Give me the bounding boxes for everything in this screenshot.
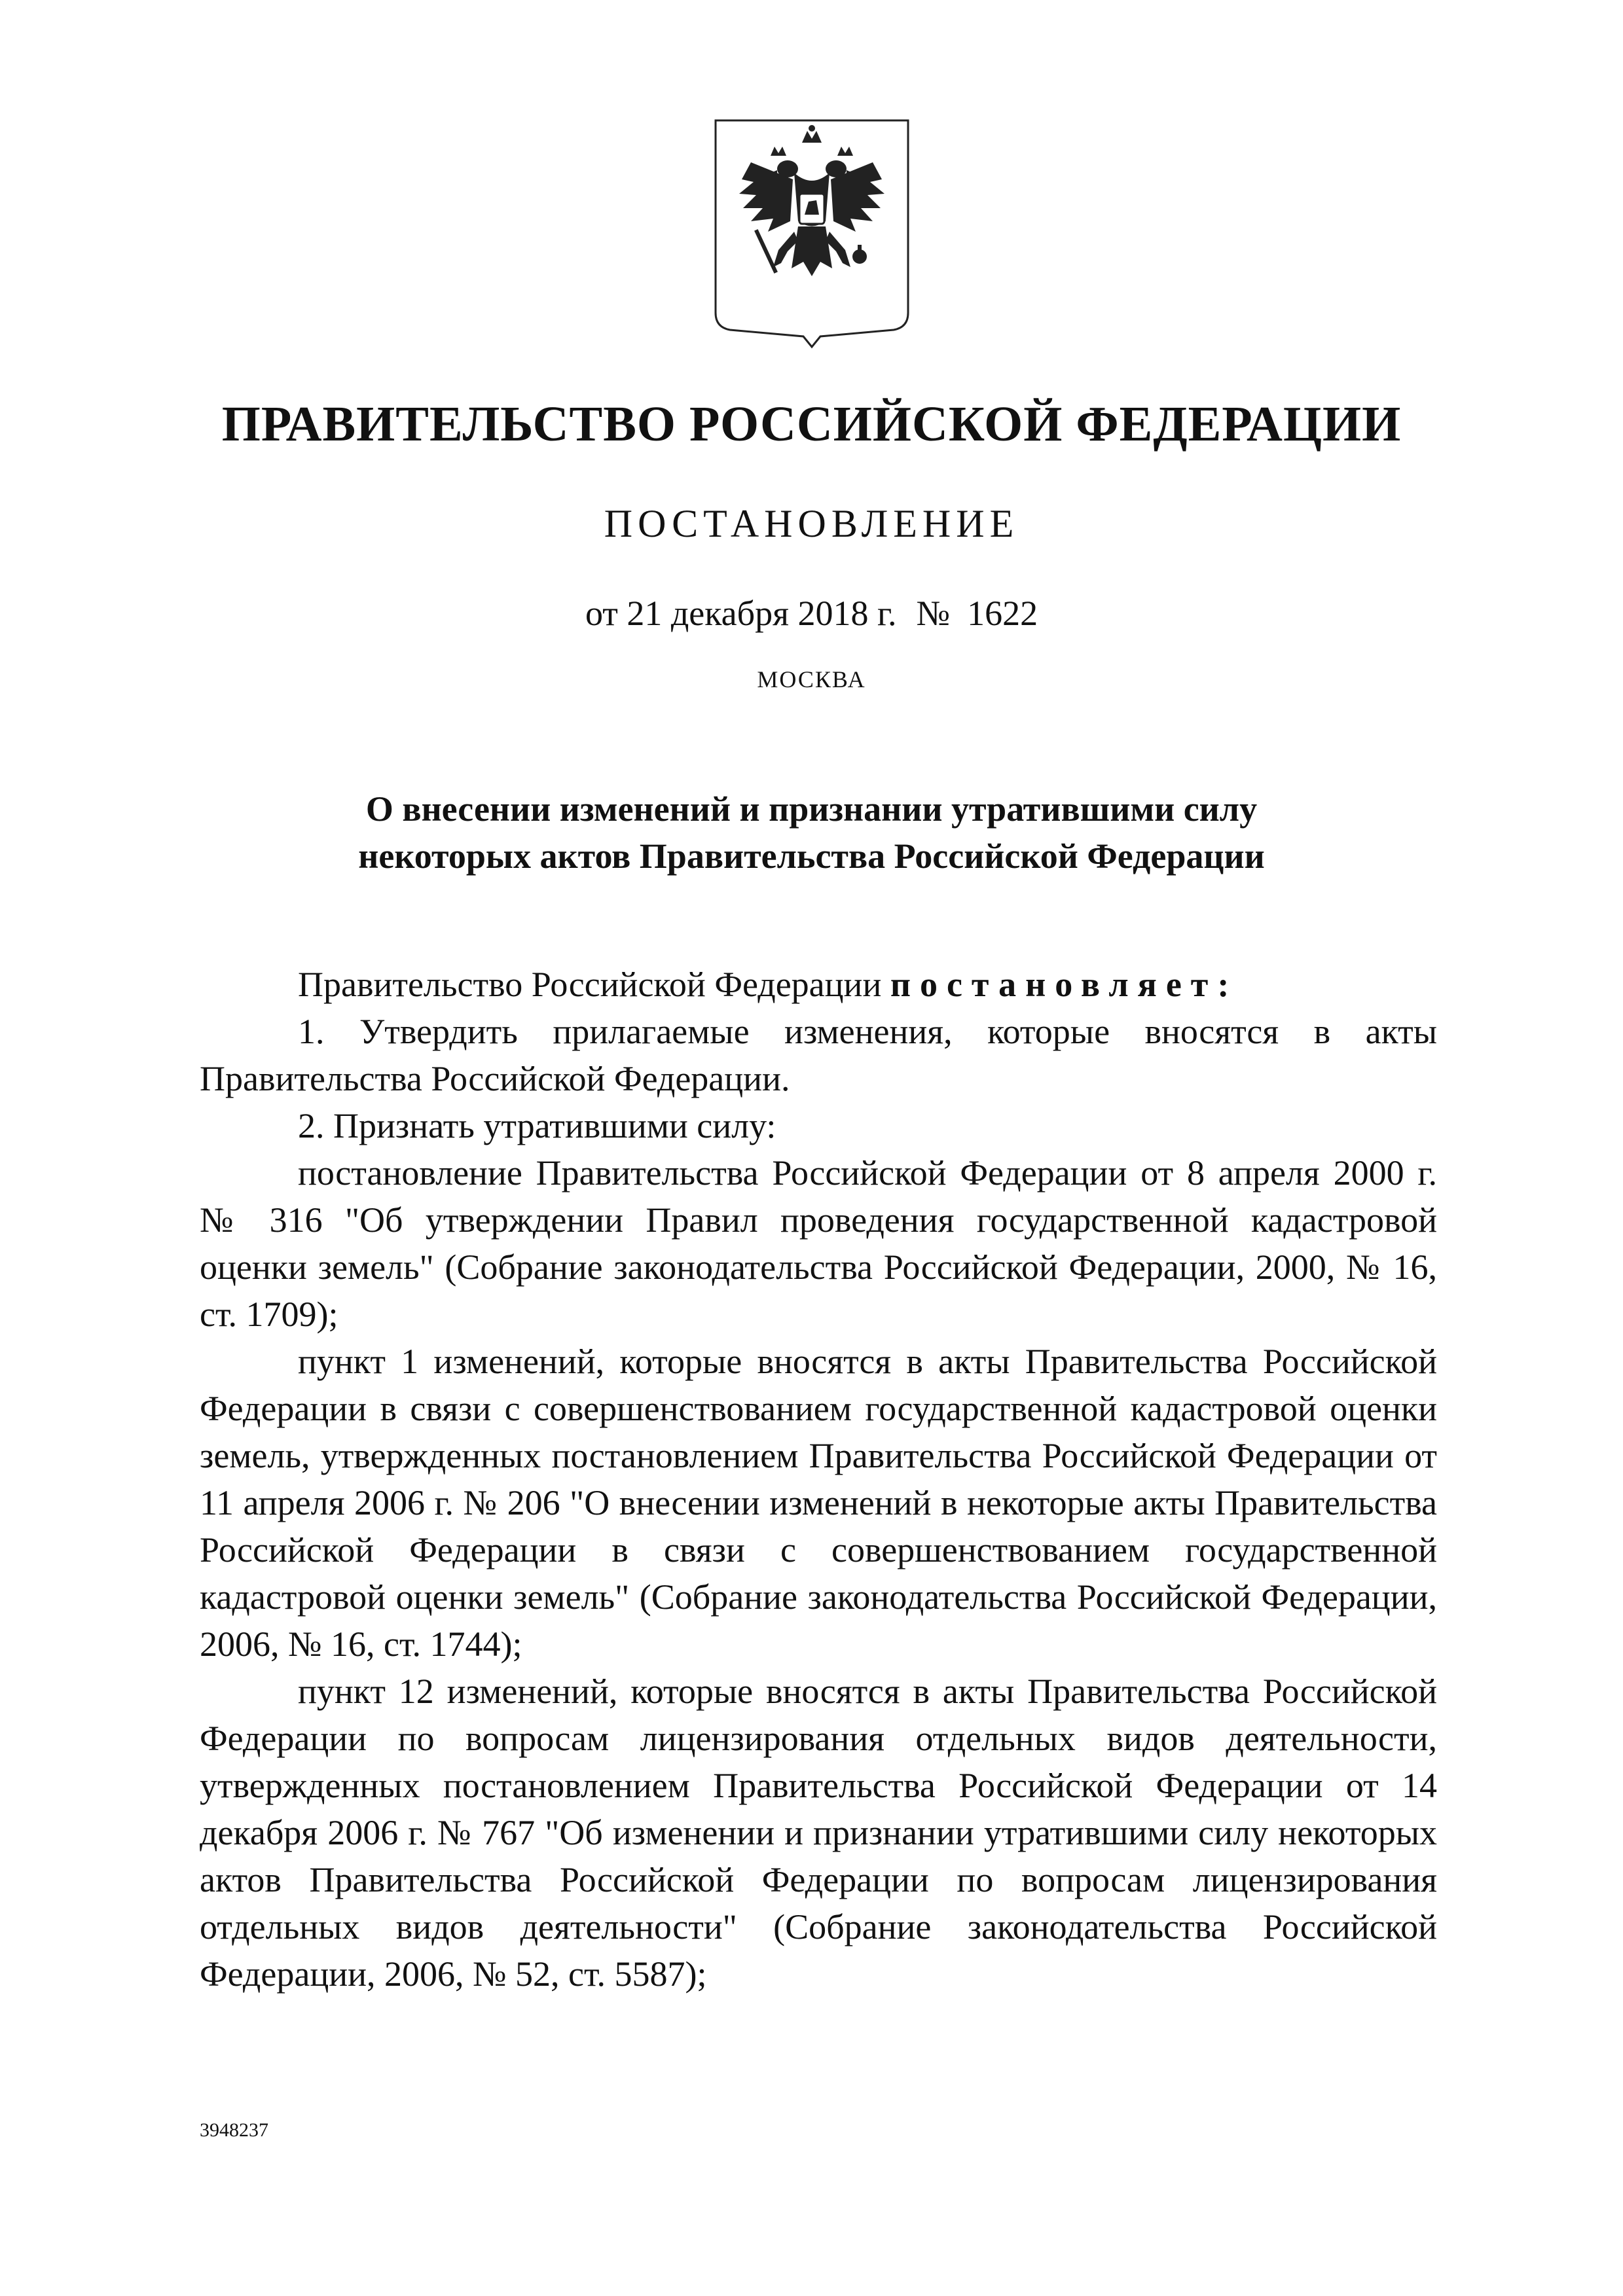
subject-line-2: некоторых актов Правительства Российской Федерации [358, 836, 1265, 876]
document-subject [0, 785, 1623, 880]
paragraph-4: пункт 1 изменений, которые вносятся в акты Правительства Российской Федерации в связи с совершенствованием государственной кадастровой оценки земель, утвержденных постановлением Правительства Российской Федерации от 11 апреля 2006 г. № 206 "О внесении изменений в некоторые акты Правительства Российской Федерации в связи с совершенствованием государственной кадастровой оценки земель" (Собрание законодательства Российской Федерации, 2006, № 16, ст. 1744); [200, 1342, 1437, 1664]
government-title: ПРАВИТЕЛЬСТВО РОССИЙСКОЙ ФЕДЕРАЦИИ [221, 397, 1402, 452]
coat-of-arms-icon [710, 117, 913, 359]
intro-text: Правительство Российской Федерации [298, 965, 890, 1004]
intro-decree-word: постановляет: [890, 965, 1239, 1004]
number-sign: № [916, 594, 951, 633]
paragraph-5: пункт 12 изменений, которые вносятся в акты Правительства Российской Федерации по вопросам лицензирования отдельных видов деятельности, утвержденных постановлением Правительства Российской Федерации от 14 декабря 2006 г. № 767 "Об изменении и признании утратившими силу некоторых актов Правительства Российской Федерации по вопросам лицензирования отдельных видов деятельности" (Собрание законодательства Российской Федерации, 2006, № 52, ст. 5587); [200, 1672, 1437, 1994]
document-date: от 21 декабря 2018 г. [585, 594, 897, 633]
intro-paragraph [200, 961, 1437, 1008]
paragraph-2: 2. Признать утратившими силу: [298, 1106, 776, 1145]
paragraph-1: 1. Утвердить прилагаемые изменения, которые вносятся в акты Правительства Российской Федерации. [200, 1012, 1437, 1098]
document-body [200, 961, 1437, 1998]
document-city: МОСКВА [757, 666, 866, 692]
document-number: 1622 [967, 594, 1038, 633]
document-date-line [0, 596, 1623, 631]
document-code: 3948237 [200, 2119, 268, 2141]
document-type: ПОСТАНОВЛЕНИЕ [604, 502, 1019, 545]
paragraph-3: постановление Правительства Российской Федерации от 8 апреля 2000 г. № 316 "Об утверждении Правил проведения государственной кадастровой оценки земель" (Собрание законодательства Российской Федерации, 2000, № 16, ст. 1709); [200, 1153, 1437, 1334]
subject-line-1: О внесении изменений и признании утратившими силу [365, 789, 1258, 829]
